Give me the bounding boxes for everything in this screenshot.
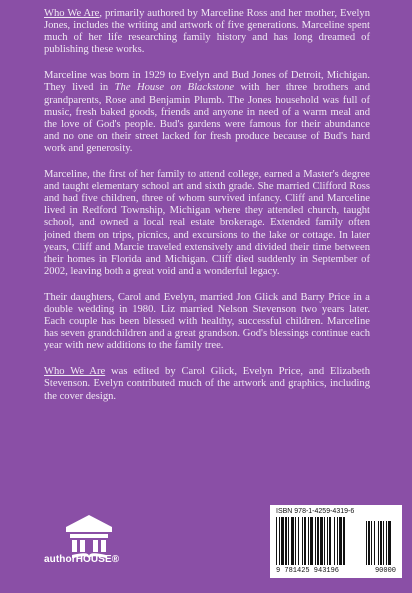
back-cover-text (44, 8, 370, 417)
paragraph-credits: Who We Are was edited by Carol Glick, Evelyn Price, and Elizabeth Stevenson. Evelyn contributed much of the artwork and graphics, including the cover design. (44, 366, 370, 402)
isbn-label: ISBN 978-1-4259-4319-6 (276, 508, 355, 515)
house-title: The House on Blackstone (114, 82, 235, 94)
book-title-2: Who We Are (44, 366, 106, 378)
book-title: Who We Are (44, 8, 100, 19)
paragraph-intro: Who We Are, primarily authored by Marceline Ross and her mother, Evelyn Jones, includes the writing and artwork of five generations. Marceline spent much of her life researching family history and has long dreamed of publishing these works. (44, 8, 370, 56)
paragraph-childhood: Marceline was born in 1929 to Evelyn and Bud Jones of Detroit, Michigan. They lived in The House on Blackstone with her three brothers and grandparents, Rose and Benjamin Plumb. The Jones household was full of music, fresh baked goods, friends and anyone in need of a warm meal and the love of God's people. Bud's gardens were famous for their abundance and no one on their street lacked for fresh produce because of Bud's hard work and generosity. (44, 70, 370, 154)
barcode-bars (276, 517, 396, 565)
publisher-logo-text: authorHOUSE® (44, 554, 120, 565)
barcode (270, 505, 402, 578)
paragraph-career: Marceline, the first of her family to attend college, earned a Master's degree and taught elementary school art and sixth grade. She married Clifford Ross and had five children, three of whom survived infancy. Cliff and Marceline lived in Redford Township, Michigan where they attended church, taught school, and owned a local real estate brokerage. Extended family often joined them on trips, picnics, and excursions to the lake or cottage. In later years, Cliff and Marcie traveled extensively and divided their time between their homes in Florida and Michigan. Cliff died suddenly in September of 2002, leaving both a great void and a wonderful legacy. (44, 169, 370, 277)
paragraph-family: Their daughters, Carol and Evelyn, married Jon Glick and Barry Price in a double wedding in 1980. Liz married Nelson Stevenson two years later. Each couple has been blessed with healthy, successful children. Marceline has seven grandchildren and a great grandson. God's blessings continue each year with new additions to the family tree. (44, 291, 370, 352)
barcode-digits: 9 781425 943196 90000 (276, 567, 396, 575)
